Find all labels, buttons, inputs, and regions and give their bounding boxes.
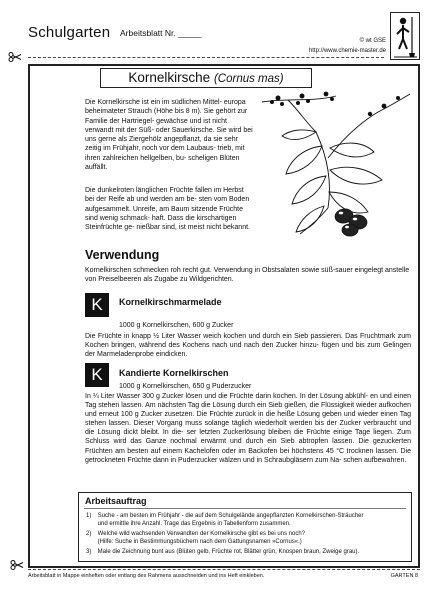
recipe-ingredients: 1000 g Kornelkirschen, 600 g Zucker	[119, 322, 234, 329]
gardener-figure-icon	[390, 12, 420, 60]
task-heading: Arbeitsauftrag	[85, 496, 147, 506]
scissors-icon	[8, 52, 22, 62]
task-text: Male die Zeichnung bunt aus (Blüten gelb, Früchte rot, Blätter grün, Knospen braun, Zweige grau).	[97, 549, 360, 555]
task-item	[86, 548, 408, 556]
recipe-badge: K	[85, 363, 109, 387]
task-text: (Hilfe: Suche in Bestimmungsbüchern nach dem Gattungsnamen »Cornus«.)	[97, 539, 302, 545]
intro-paragraph-1: Die Kornelkirsche ist ein im südlichen Mittel- europa beheimateter Strauch (Höhe bis 8 m). Sie gehört zur Familie der Hartriegel- gewächse und ist nicht verwandt mit der Süß- oder Sauerkirsche. Sie wird bei uns gerne als Ziergehölz angepflanzt, da sie sehr zeitig im Frühjahr, noch vor dem Laubaus- trieb, mit ihren zahlreichen hellgelben, bu- scheligen Blüten auffällt.	[85, 99, 253, 172]
cornelian-cherry-illustration	[258, 88, 414, 238]
cut-line-bottom	[28, 569, 420, 570]
task-text: Suche - am besten im Frühjahr - die auf dem Schulgelände angepflanzten Kornelkirschen-Sträucher	[97, 513, 364, 519]
section-heading-verwendung: Verwendung	[85, 248, 160, 262]
recipe-badge: K	[85, 293, 109, 317]
task-item	[86, 512, 408, 528]
recipe-ingredients: 1000 g Kornelkirschen, 650 g Puderzucker	[119, 383, 252, 390]
website-url: http://www.chemie-master.de	[308, 48, 386, 54]
task-number: 3)	[86, 549, 92, 555]
task-text: und ermittle ihre Anzahl. Trage das Ergebnis in Tabellenform zusammen.	[97, 521, 291, 527]
scissors-icon	[10, 560, 24, 570]
page-header	[28, 8, 420, 64]
task-item	[86, 530, 408, 546]
recipe-instructions: In ¼ Liter Wasser 300 g Zucker lösen und die Früchte darin kochen. In der Lösung abkühl- en und einen Tag stehen lassen. Am nächsten Tag die Lösung durch ein Sieb gießen, die Flüssigkeit wieder aufkochen und erneut 100 g Zucker zusetzen. Die Früchte zurück in die heiße Lösung geben und wieder einen Tag stehen lassen. Dieser Vorgang muss solange täglich wiederholt werden bis der Zucker verbraucht und die Lösung dickt bleibt. In die- ser letzten Zuckerlösung bleiben die Früchte einige Tage liegen. Zum Schluss wird das Ganze nochmal erwärmt und durch ein Sieb abtropfen lassen. Die gezuckerten Früchten am besten auf einem Kachelofen oder im Backofen bei höchstens 45 °C trocknen lassen. Die getrockneten Früchte dann in Puderzucker wälzen und in Schraubgläsern zum Na- schen aufbewahren.	[85, 393, 411, 464]
cut-line-top	[28, 57, 384, 58]
intro-paragraph-2: Die dunkelroten länglichen Früchte fallen im Herbst bei der Reife ab und werden am be- sten vom Boden aufgesammelt. Unreife, am Baum sitzende Früchte sind wenig schmack- haft. Dass die kirschartigen Steinfrüchte ge- nießbar sind, ist meist nicht bekannt.	[85, 187, 250, 232]
recipe-title: Kandierte Kornelkirschen	[119, 368, 229, 378]
title-latin: (Cornus mas)	[213, 73, 284, 85]
recipe-title: Kornelkirschmarmelade	[119, 297, 222, 307]
title-main: Kornelkirsche	[128, 70, 211, 85]
recipe-instructions: Die Früchte in knapp ½ Liter Wasser weich kochen und durch ein Sieb passieren. Das Fruchtmark zum Kochen bringen, während des Kochens nach und nach den Zucker hinzu- fügen und bis zum Gelingen der Marmeladenprobe eindicken.	[85, 333, 411, 359]
task-text: Welche wild wachsenden Verwandten der Kornelkirsche gibt es bei uns noch?	[97, 531, 306, 537]
worksheet-number: Arbeitsblatt Nr. _____	[120, 28, 202, 38]
copyright-note: © wt GSE	[359, 38, 386, 44]
task-number: 2)	[86, 531, 92, 537]
page-title	[100, 68, 312, 88]
task-divider	[84, 508, 406, 509]
verwendung-text: Kornelkirschen schmecken roh recht gut. Verwendung in Obstsalaten sowie süß-sauer eingelegt anstelle von Preiselbeeren als Zugabe zu Wildgerichten.	[85, 267, 410, 284]
task-number: 1)	[86, 513, 92, 519]
footer-note: Arbeitsblatt in Mappe einheften oder entlang des Rahmens ausschneiden und ins Heft einkleben.	[28, 573, 265, 579]
footer-code: GARTEN 8	[390, 573, 418, 579]
header-title: Schulgarten	[28, 24, 111, 41]
